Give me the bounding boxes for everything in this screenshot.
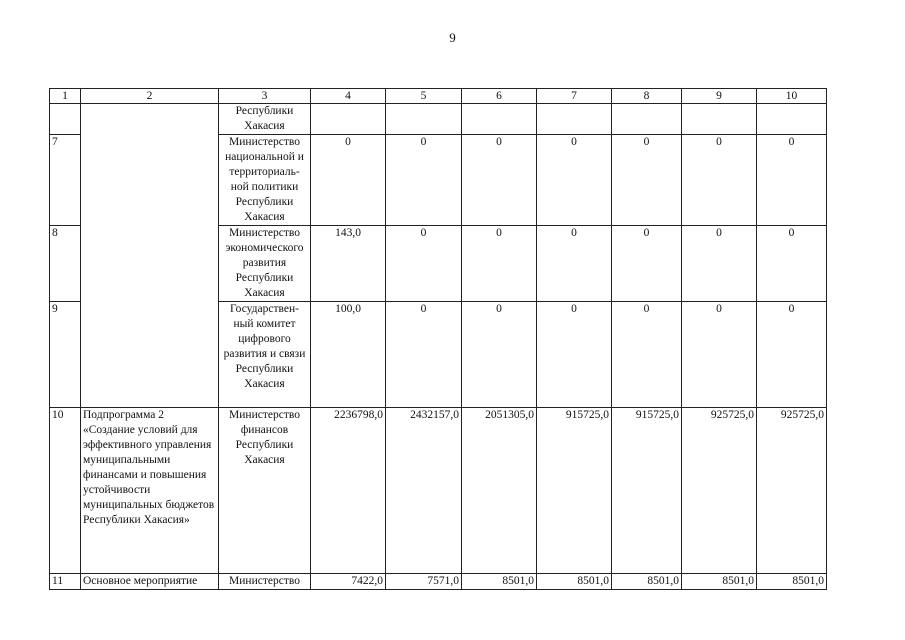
header-cell: 6 bbox=[462, 89, 537, 104]
page-number: 9 bbox=[449, 30, 456, 45]
value-cell: 0 bbox=[612, 135, 682, 226]
value-cell: 0 bbox=[386, 302, 462, 408]
table-row bbox=[50, 104, 827, 135]
value-cell: 0 bbox=[311, 135, 386, 226]
value-cell: 100,0 bbox=[311, 302, 386, 408]
value-cell: 0 bbox=[682, 302, 757, 408]
row-name: Подпрограмма 2 «Создание условий для эффективного управления муниципальными финансами и повышения устойчивости муниципальных бюджетов Республики Хакасия» bbox=[81, 408, 219, 574]
row-name: Основное мероприятие bbox=[81, 574, 219, 590]
row-number: 8 bbox=[50, 226, 81, 302]
data-table bbox=[49, 88, 827, 590]
value-cell: 0 bbox=[612, 302, 682, 408]
header-cell: 7 bbox=[537, 89, 612, 104]
row-executor: Министерство bbox=[219, 574, 311, 590]
value-cell: 8501,0 bbox=[757, 574, 827, 590]
value-cell: 925725,0 bbox=[757, 408, 827, 574]
value-cell: 0 bbox=[682, 135, 757, 226]
value-cell: 7571,0 bbox=[386, 574, 462, 590]
value-cell: 2051305,0 bbox=[462, 408, 537, 574]
value-cell: 915725,0 bbox=[537, 408, 612, 574]
header-cell: 3 bbox=[219, 89, 311, 104]
header-cell: 4 bbox=[311, 89, 386, 104]
row-executor: Министерство финансов Республики Хакасия bbox=[219, 408, 311, 574]
value-cell: 7422,0 bbox=[311, 574, 386, 590]
row-executor: Министерство национальной и территориаль-ной политики Республики Хакасия bbox=[219, 135, 311, 226]
value-cell: 0 bbox=[757, 226, 827, 302]
value-cell: 0 bbox=[757, 135, 827, 226]
row-executor: Государствен-ный комитет цифрового развития и связи Республики Хакасия bbox=[219, 302, 311, 408]
value-cell: 925725,0 bbox=[682, 408, 757, 574]
value-cell: 0 bbox=[682, 226, 757, 302]
value-cell bbox=[537, 104, 612, 135]
header-cell: 5 bbox=[386, 89, 462, 104]
value-cell: 8501,0 bbox=[612, 574, 682, 590]
value-cell bbox=[757, 104, 827, 135]
row-executor: Республики Хакасия bbox=[219, 104, 311, 135]
value-cell: 8501,0 bbox=[537, 574, 612, 590]
value-cell: 143,0 bbox=[311, 226, 386, 302]
row-number bbox=[50, 104, 81, 135]
value-cell: 2236798,0 bbox=[311, 408, 386, 574]
header-cell: 9 bbox=[682, 89, 757, 104]
value-cell: 0 bbox=[537, 302, 612, 408]
value-cell: 0 bbox=[757, 302, 827, 408]
row-name bbox=[81, 104, 219, 408]
row-executor: Министерство экономического развития Республики Хакасия bbox=[219, 226, 311, 302]
value-cell: 8501,0 bbox=[462, 574, 537, 590]
header-cell: 10 bbox=[757, 89, 827, 104]
value-cell bbox=[311, 104, 386, 135]
value-cell: 0 bbox=[462, 302, 537, 408]
table-row bbox=[50, 408, 827, 574]
value-cell bbox=[682, 104, 757, 135]
row-number: 11 bbox=[50, 574, 81, 590]
table-header-row bbox=[50, 89, 827, 104]
value-cell: 0 bbox=[612, 226, 682, 302]
value-cell: 8501,0 bbox=[682, 574, 757, 590]
table-row bbox=[50, 574, 827, 590]
value-cell bbox=[386, 104, 462, 135]
value-cell: 2432157,0 bbox=[386, 408, 462, 574]
value-cell: 0 bbox=[386, 135, 462, 226]
header-cell: 2 bbox=[81, 89, 219, 104]
value-cell: 0 bbox=[386, 226, 462, 302]
value-cell: 0 bbox=[537, 135, 612, 226]
value-cell: 0 bbox=[537, 226, 612, 302]
row-number: 10 bbox=[50, 408, 81, 574]
value-cell: 0 bbox=[462, 135, 537, 226]
value-cell bbox=[612, 104, 682, 135]
row-number: 7 bbox=[50, 135, 81, 226]
value-cell: 915725,0 bbox=[612, 408, 682, 574]
header-cell: 8 bbox=[612, 89, 682, 104]
row-number: 9 bbox=[50, 302, 81, 408]
header-cell: 1 bbox=[50, 89, 81, 104]
value-cell: 0 bbox=[462, 226, 537, 302]
value-cell bbox=[462, 104, 537, 135]
